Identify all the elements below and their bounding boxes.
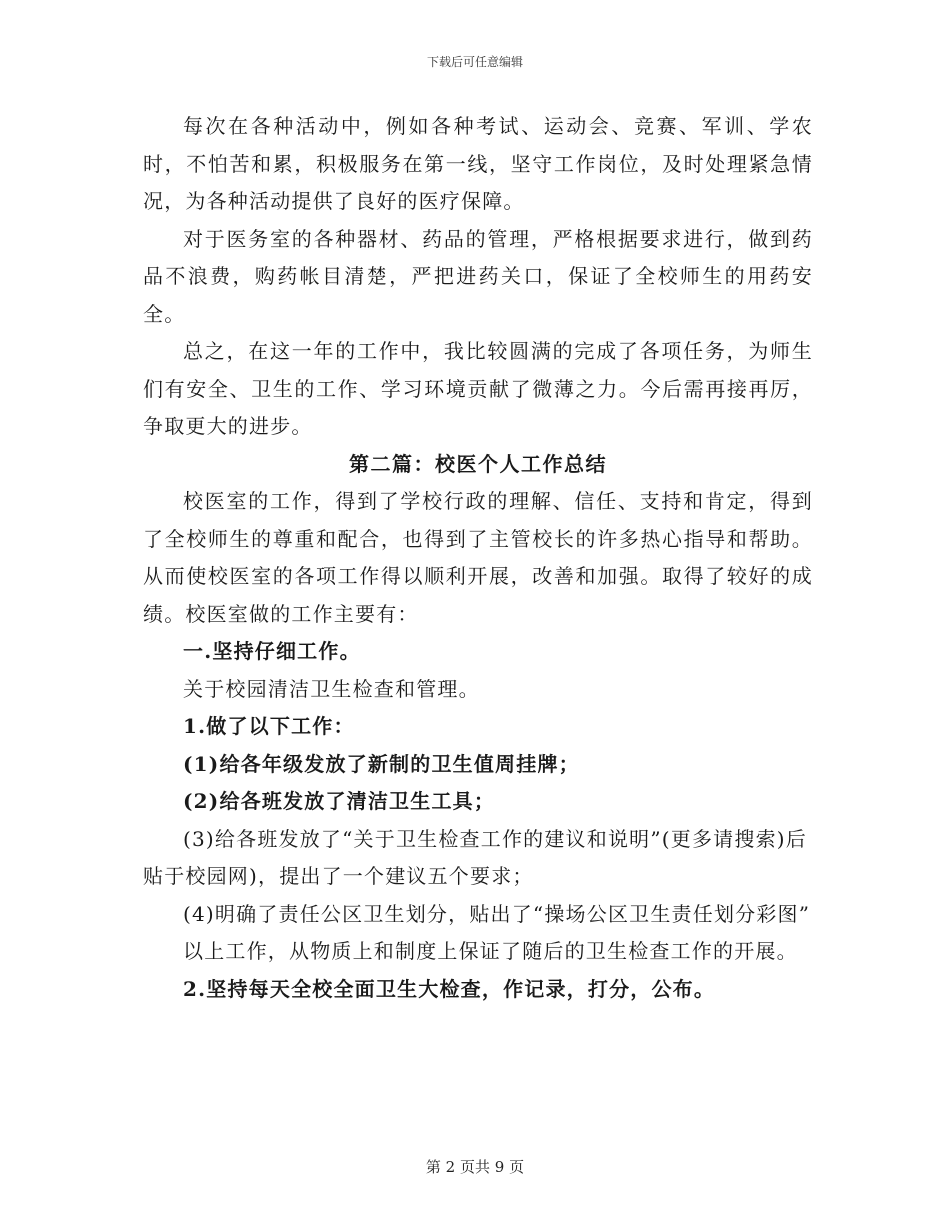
page-header: 下载后可任意编辑 bbox=[426, 55, 523, 69]
list-item: (3)给各班发放了“关于卫生检查工作的建议和说明”(更多请搜索)后贴于校园网)，提出了一个建议五个要求； bbox=[143, 826, 807, 888]
document-body bbox=[143, 108, 813, 1008]
page-footer: 第 2 页共 9 页 bbox=[425, 1158, 525, 1176]
section-heading: 一.坚持仔细工作。 bbox=[183, 639, 361, 663]
paragraph: 对于医务室的各种器材、药品的管理，严格根据要求进行，做到药品不浪费，购药帐目清楚，严把进药关口，保证了全校师生的用药安全。 bbox=[143, 226, 813, 326]
subheading: 1.做了以下工作： bbox=[183, 714, 355, 738]
paragraph: 校医室的工作，得到了学校行政的理解、信任、支持和肯定，得到了全校师生的尊重和配合，也得到了主管校长的许多热心指导和帮助。从而使校医室的各项工作得以顺利开展，改善和加强。取得了较好的成绩。校医室做的工作主要有： bbox=[143, 489, 813, 626]
paragraph: 以上工作，从物质上和制度上保证了随后的卫生检查工作的开展。 bbox=[183, 939, 798, 963]
paragraph: 关于校园清洁卫生检查和管理。 bbox=[183, 676, 480, 701]
list-item: (1)给各年级发放了新制的卫生值周挂牌； bbox=[183, 751, 580, 776]
paragraph: 每次在各种活动中，例如各种考试、运动会、竞赛、军训、学农时，不怕苦和累，积极服务在第一线，坚守工作岗位，及时处理紧急情况，为各种活动提供了良好的医疗保障。 bbox=[143, 114, 813, 213]
list-item: (4)明确了责任公区卫生划分，贴出了“操场公区卫生责任划分彩图” bbox=[183, 901, 811, 926]
subheading: 2.坚持每天全校全面卫生大检查，作记录，打分，公布。 bbox=[183, 976, 716, 1001]
paragraph: 总之，在这一年的工作中，我比较圆满的完成了各项任务，为师生们有安全、卫生的工作、学习环境贡献了微薄之力。今后需再接再厉，争取更大的进步。 bbox=[143, 339, 813, 438]
list-item: (2)给各班发放了清洁卫生工具； bbox=[183, 789, 496, 813]
section-title: 第二篇：校医个人工作总结 bbox=[349, 451, 607, 476]
